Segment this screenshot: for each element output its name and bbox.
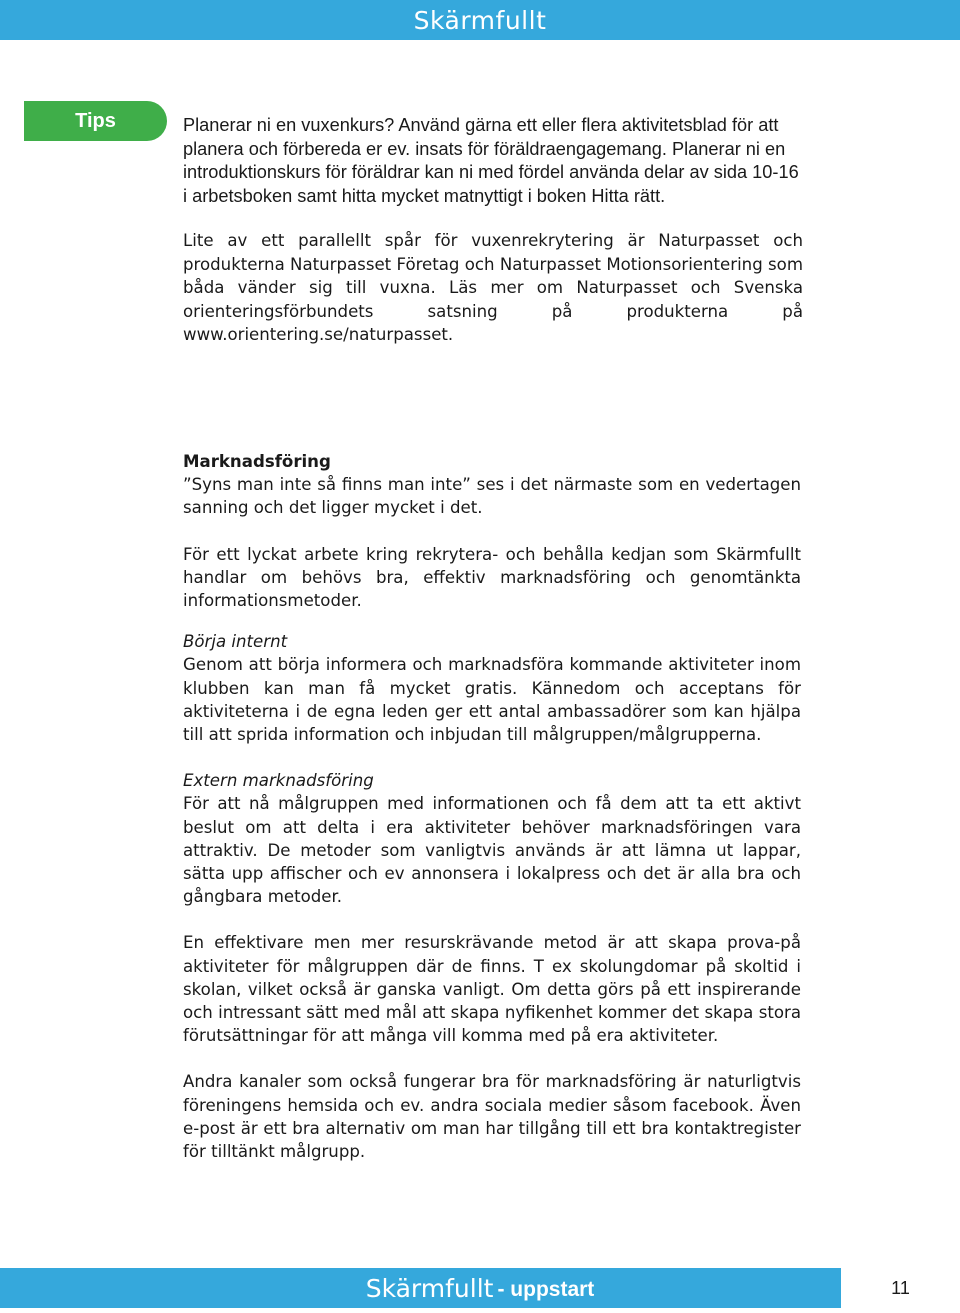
tips-label: Tips: [24, 101, 167, 141]
channels-paragraph: Andra kanaler som också fungerar bra för marknadsföring är naturligtvis föreningens hemsida och ev. andra sociala medier såsom facebook. Även e-post är ett bra alternativ om man har tillgång till ett bra kontaktregister för tilltänkt målgrupp.: [183, 1072, 801, 1162]
subheading-internal: Börja internt: [183, 632, 288, 652]
internal-paragraph: Genom att börja informera och marknadsföra kommande aktiviteter inom klubben kan man få mycket gratis. Kännedom och acceptans för aktiviteterna i de egna leden ger ett antal ambassadörer som kan hjälpa till att sprida information och inbjudan till målgruppen/målgrupperna.: [183, 655, 801, 745]
brand-logo: Skärmfullt: [413, 5, 547, 35]
intro-paragraph: För ett lyckat arbete kring rekrytera- och behålla kedjan som Skärmfullt handlar om behövs bra, effektiv marknadsföring och genomtänkta informationsmetoder.: [183, 544, 801, 611]
main-content: [183, 450, 801, 1163]
top-banner: [0, 0, 960, 40]
footer-brand-logo: Skärmfullt: [365, 1273, 494, 1303]
tips-paragraph-1: Planerar ni en vuxenkurs? Använd gärna ett eller flera aktivitetsblad för att planera och förbereda er ev. insats för föräldraengagemang. Planerar ni en introduktionskurs för föräldrar kan ni med fördel använda delar av sida 10-16 i arbetsboken samt hitta mycket matnyttigt i boken Hitta rätt.: [183, 115, 799, 206]
quote-paragraph: ”Syns man inte så finns man inte” ses i det närmaste som en vedertagen sanning och det ligger mycket i det.: [183, 475, 801, 518]
tips-paragraph-2: Lite av ett parallellt spår för vuxenrekrytering är Naturpasset och produkterna Naturpasset Företag och Naturpasset Motionsorientering som båda vänder sig till vuxna. Läs mer om Naturpasset och Svenska orienteringsförbundets satsning på produkterna på www.orientering.se/naturpasset.: [183, 231, 803, 344]
subheading-external: Extern marknadsföring: [183, 771, 374, 791]
effective-paragraph: En effektivare men mer resurskrävande metod är att skapa prova-på aktiviteter för målgruppen där de finns. T ex skolungdomar på skoltid i skolan, vilket också är ganska vanligt. Om detta görs på ett inspirerande och intressant sätt med mål att skapa nyfikenhet kommer det skapa stora förutsättningar för att många vill komma med på era aktiviteter.: [183, 933, 801, 1046]
page-number: 11: [841, 1268, 960, 1308]
footer-brand-suffix: - uppstart: [497, 1278, 595, 1301]
footer-brand: [0, 1268, 960, 1308]
section-heading: Marknadsföring: [183, 452, 331, 471]
external-paragraph: För att nå målgruppen med informationen och få dem att ta ett aktivt beslut om att delta i era aktiviteter behöver marknadsföringen vara attraktiv. De metoder som vanligtvis används är att lämna ut lappar, sätta upp affischer och ev annonsera i lokalpress och det är alla bra och gångbara metoder.: [183, 794, 801, 907]
footer-bar: [0, 1268, 960, 1308]
tips-box: [183, 114, 803, 347]
